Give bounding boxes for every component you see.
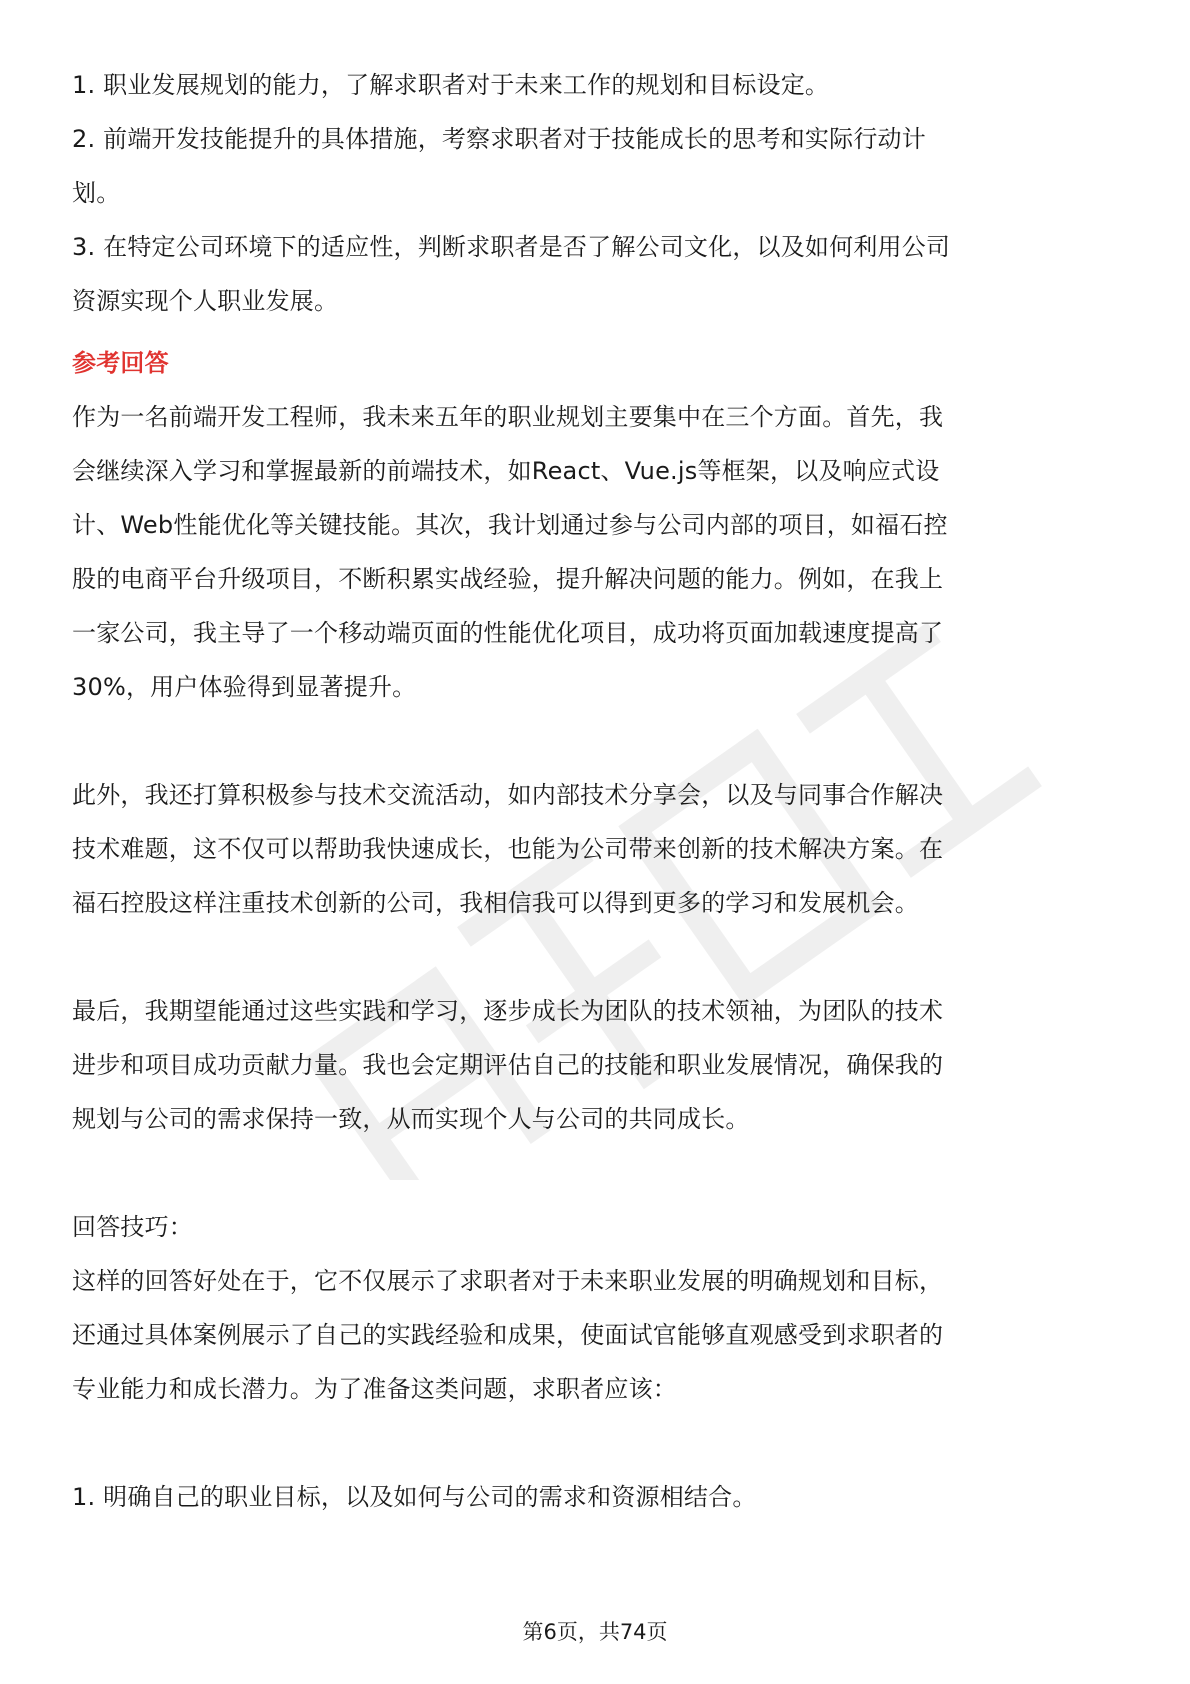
paragraph-line: 此外，我还打算积极参与技术交流活动，如内部技术分享会，以及与同事合作解决 [72,781,944,809]
list-item: 2. 前端开发技能提升的具体措施，考察求职者对于技能成长的思考和实际行动计 [72,125,926,153]
list-item-continuation: 资源实现个人职业发展。 [72,287,339,315]
paragraph-line: 这样的回答好处在于，它不仅展示了求职者对于未来职业发展的明确规划和目标， [72,1267,944,1295]
list-item: 3. 在特定公司环境下的适应性，判断求职者是否了解公司文化，以及如何利用公司 [72,233,951,261]
document-body [72,58,1122,1524]
paragraph-line: 股的电商平台升级项目，不断积累实战经验，提升解决问题的能力。例如，在我上 [72,565,944,593]
paragraph-line: 进步和项目成功贡献力量。我也会定期评估自己的技能和职业发展情况，确保我的 [72,1051,944,1079]
intro-list [72,58,1122,328]
answer-paragraph-1 [72,390,1122,714]
paragraph-line: 规划与公司的需求保持一致，从而实现个人与公司的共同成长。 [72,1105,750,1133]
list-item-continuation: 划。 [72,179,121,207]
paragraph-line: 30%，用户体验得到显著提升。 [72,673,417,701]
answer-paragraph-3 [72,984,1122,1146]
paragraph-line: 专业能力和成长潜力。为了准备这类问题，求职者应该： [72,1375,677,1403]
paragraph-line: 技术难题，这不仅可以帮助我快速成长，也能为公司带来创新的技术解决方案。在 [72,835,944,863]
paragraph-line: 作为一名前端开发工程师，我未来五年的职业规划主要集中在三个方面。首先，我 [72,403,944,431]
list-item: 1. 职业发展规划的能力，了解求职者对于未来工作的规划和目标设定。 [72,71,830,99]
paragraph-line: 还通过具体案例展示了自己的实践经验和成果，使面试官能够直观感受到求职者的 [72,1321,944,1349]
paragraph-spacer [72,930,1122,984]
page-number-footer: 第6页，共74页 [522,1620,668,1644]
paragraph-line: 一家公司，我主导了一个移动端页面的性能优化项目，成功将页面加载速度提高了 [72,619,944,647]
paragraph-spacer [72,1146,1122,1200]
paragraph-line: 福石控股这样注重技术创新的公司，我相信我可以得到更多的学习和发展机会。 [72,889,919,917]
tips-heading: 回答技巧： [72,1213,193,1241]
answer-paragraph-2 [72,768,1122,930]
paragraph-spacer [72,714,1122,768]
tips-paragraph [72,1254,1122,1416]
paragraph-spacer [72,1416,1122,1470]
paragraph-line: 会继续深入学习和掌握最新的前端技术，如React、Vue.js等框架，以及响应式设 [72,457,940,485]
paragraph-line: 计、Web性能优化等关键技能。其次，我计划通过参与公司内部的项目，如福石控 [72,511,948,539]
reference-answer-heading: 参考回答 [72,349,169,377]
paragraph-line: 最后，我期望能通过这些实践和学习，逐步成长为团队的技术领袖，为团队的技术 [72,997,944,1025]
tips-list-item: 1. 明确自己的职业目标，以及如何与公司的需求和资源相结合。 [72,1483,757,1511]
